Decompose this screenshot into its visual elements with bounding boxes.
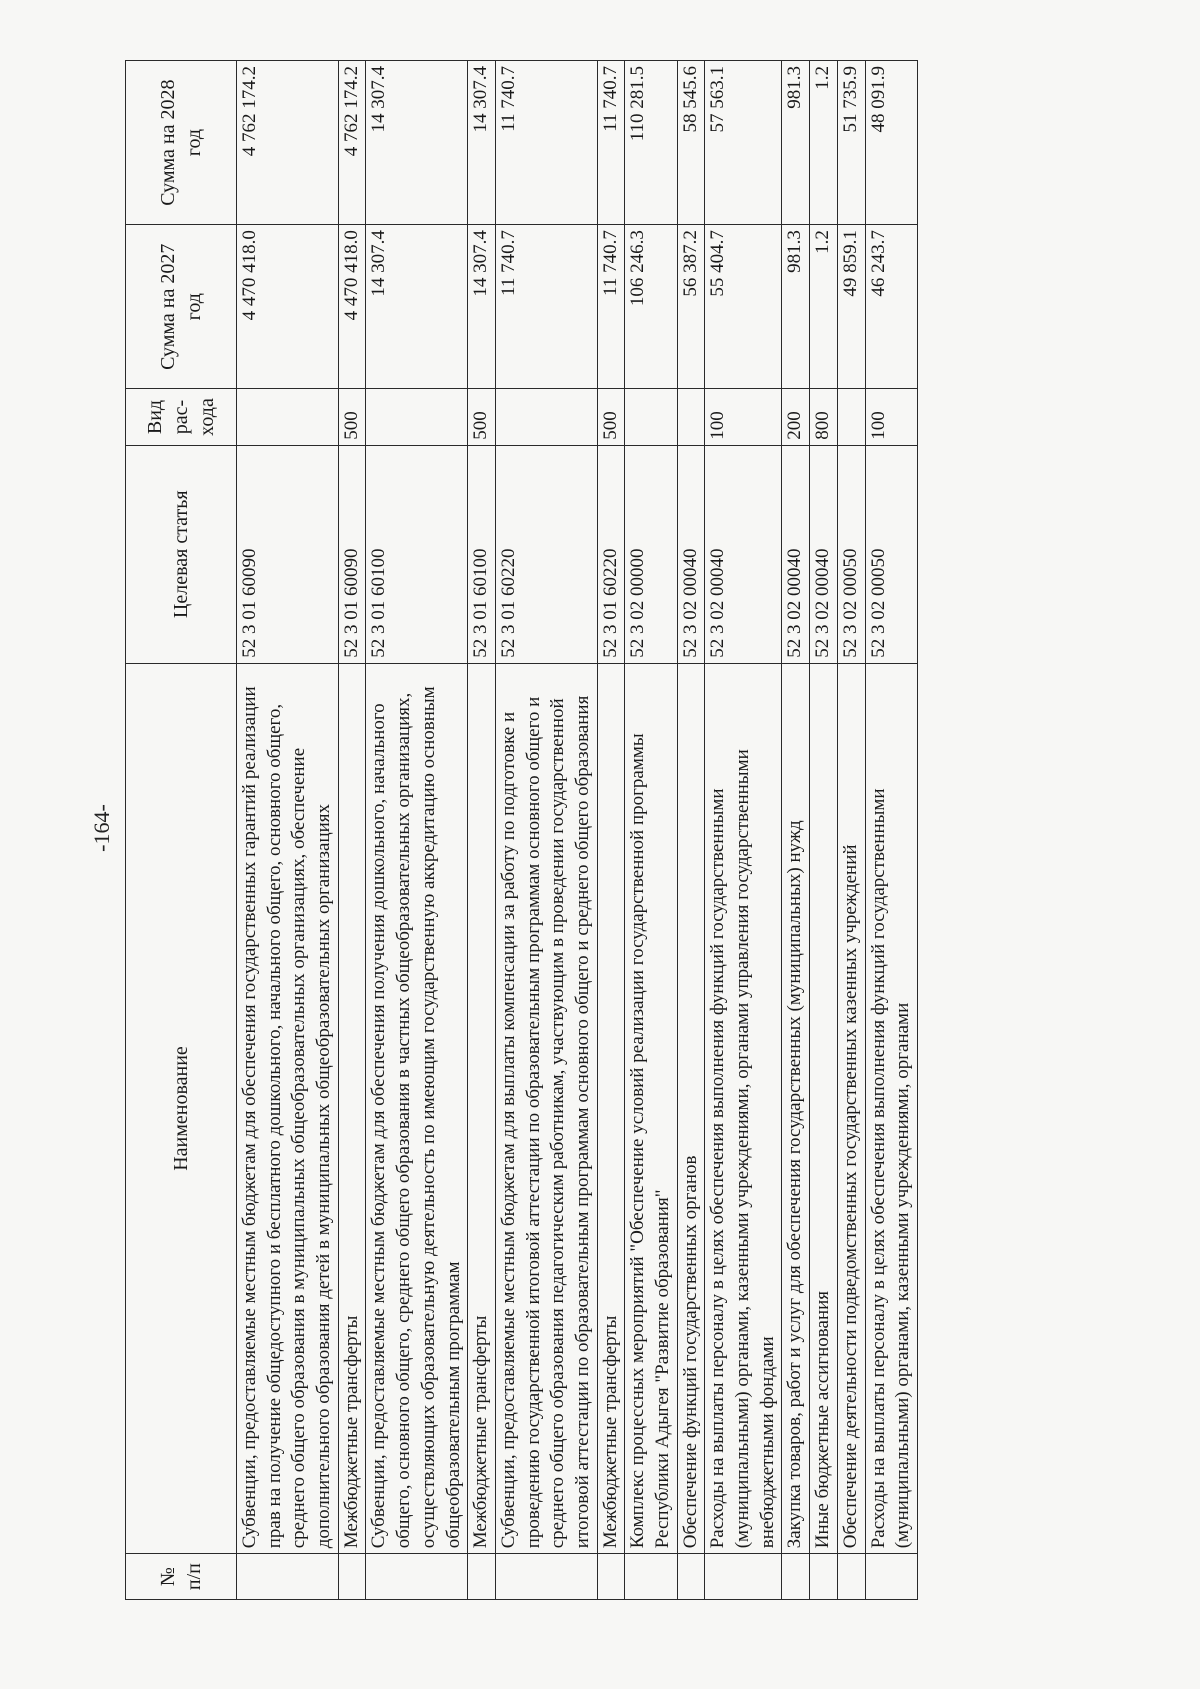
cell-sum-2027: 4 470 418.0 [237, 225, 339, 389]
cell-expense-kind: 800 [810, 389, 838, 446]
table-row [468, 61, 496, 1600]
cell-expense-kind: 500 [338, 389, 366, 446]
cell-expense-kind: 500 [597, 389, 625, 446]
cell-name: Закупка товаров, работ и услуг для обеспечения государственных (муниципальных) нужд [782, 663, 810, 1554]
cell-expense-kind [837, 389, 865, 446]
cell-num [782, 1554, 810, 1600]
header-num: № п/п [126, 1554, 237, 1600]
page-number: -164- [88, 804, 114, 852]
cell-target-code: 52 3 02 00040 [782, 445, 810, 663]
cell-sum-2028: 48 091.9 [865, 61, 917, 225]
cell-sum-2028: 1.2 [810, 61, 838, 225]
table-row [837, 61, 865, 1600]
cell-sum-2027: 981.3 [782, 225, 810, 389]
cell-expense-kind [625, 389, 677, 446]
cell-num [237, 1554, 339, 1600]
cell-sum-2028: 4 762 174.2 [338, 61, 366, 225]
cell-sum-2028: 11 740.7 [597, 61, 625, 225]
cell-expense-kind [366, 389, 468, 446]
cell-target-code: 52 3 01 60100 [468, 445, 496, 663]
cell-num [677, 1554, 705, 1600]
cell-expense-kind: 200 [782, 389, 810, 446]
cell-expense-kind [495, 389, 597, 446]
cell-sum-2028: 110 281.5 [625, 61, 677, 225]
cell-sum-2027: 4 470 418.0 [338, 225, 366, 389]
table-row [705, 61, 782, 1600]
cell-sum-2027: 106 246.3 [625, 225, 677, 389]
table-row [495, 61, 597, 1600]
cell-expense-kind [237, 389, 339, 446]
cell-target-code: 52 3 02 00050 [865, 445, 917, 663]
table-row [782, 61, 810, 1600]
table-row [597, 61, 625, 1600]
cell-sum-2028: 51 735.9 [837, 61, 865, 225]
cell-name: Обеспечение деятельности подведомственных государственных казенных учреждений [837, 663, 865, 1554]
cell-sum-2027: 11 740.7 [597, 225, 625, 389]
header-code: Целевая статья [126, 445, 237, 663]
cell-sum-2027: 14 307.4 [468, 225, 496, 389]
table-header-row [126, 61, 237, 1600]
cell-name: Субвенции, предоставляемые местным бюджетам для обеспечения государственных гарантий реализации прав на получение общедоступного и бесплатного дошкольного, начального общего, основного общего, среднего общего образования в муниципальных общеобразовательных организациях, обеспечение дополнительного образования детей в муниципальных общеобразовательных организациях [237, 663, 339, 1554]
cell-name: Иные бюджетные ассигнования [810, 663, 838, 1554]
cell-sum-2028: 981.3 [782, 61, 810, 225]
cell-name: Обеспечение функций государственных органов [677, 663, 705, 1554]
cell-name: Межбюджетные трансферты [468, 663, 496, 1554]
cell-sum-2027: 56 387.2 [677, 225, 705, 389]
cell-expense-kind: 100 [705, 389, 782, 446]
cell-expense-kind: 500 [468, 389, 496, 446]
table-row [366, 61, 468, 1600]
table-row [865, 61, 917, 1600]
table-row [810, 61, 838, 1600]
cell-target-code: 52 3 02 00000 [625, 445, 677, 663]
cell-sum-2028: 14 307.4 [366, 61, 468, 225]
cell-sum-2027: 11 740.7 [495, 225, 597, 389]
table-body [237, 61, 918, 1600]
table-row [237, 61, 339, 1600]
cell-sum-2027: 1.2 [810, 225, 838, 389]
cell-name: Субвенции, предоставляемые местным бюджетам для выплаты компенсации за работу по подготовке и проведению государственной итоговой аттестации по образовательным программам основного общего и среднего общего образования педагогическим работникам, участвующим в проведении государственной итоговой аттестации по образовательным программам основного общего и среднего общего образования [495, 663, 597, 1554]
cell-sum-2027: 55 404.7 [705, 225, 782, 389]
cell-sum-2028: 14 307.4 [468, 61, 496, 225]
cell-num [495, 1554, 597, 1600]
table-row [625, 61, 677, 1600]
cell-num [468, 1554, 496, 1600]
cell-target-code: 52 3 01 60220 [495, 445, 597, 663]
cell-target-code: 52 3 02 00050 [837, 445, 865, 663]
cell-target-code: 52 3 01 60090 [338, 445, 366, 663]
cell-target-code: 52 3 02 00040 [810, 445, 838, 663]
header-sum-2027: Сумма на 2027 год [126, 225, 237, 389]
cell-num [810, 1554, 838, 1600]
cell-sum-2027: 14 307.4 [366, 225, 468, 389]
cell-num [366, 1554, 468, 1600]
cell-num [597, 1554, 625, 1600]
cell-num [338, 1554, 366, 1600]
cell-sum-2028: 4 762 174.2 [237, 61, 339, 225]
cell-sum-2028: 11 740.7 [495, 61, 597, 225]
cell-num [837, 1554, 865, 1600]
cell-name: Расходы на выплаты персоналу в целях обеспечения выполнения функций государственными (муниципальными) органами, казенными учреждениями, органами управления государственными внебюджетными фондами [705, 663, 782, 1554]
table-row [338, 61, 366, 1600]
cell-sum-2028: 57 563.1 [705, 61, 782, 225]
header-name: Наименование [126, 663, 237, 1554]
cell-name: Комплекс процессных мероприятий "Обеспечение условий реализации государственной программы Республики Адыгея "Развитие образования" [625, 663, 677, 1554]
cell-name: Межбюджетные трансферты [338, 663, 366, 1554]
cell-target-code: 52 3 01 60220 [597, 445, 625, 663]
cell-sum-2028: 58 545.6 [677, 61, 705, 225]
cell-name: Субвенции, предоставляемые местным бюджетам для обеспечения получения дошкольного, начального общего, основного общего, среднего общего образования в частных общеобразовательных организациях, осуществляющих образовательную деятельность по имеющим государственную аккредитацию основным общеобразовательным программам [366, 663, 468, 1554]
budget-table [125, 60, 918, 1600]
cell-name: Межбюджетные трансферты [597, 663, 625, 1554]
cell-name: Расходы на выплаты персоналу в целях обеспечения выполнения функций государственными (муниципальными) органами, казенными учреждениями, органами [865, 663, 917, 1554]
cell-num [705, 1554, 782, 1600]
header-sum-2028: Сумма на 2028 год [126, 61, 237, 225]
cell-expense-kind [677, 389, 705, 446]
cell-target-code: 52 3 01 60090 [237, 445, 339, 663]
header-kind: Вид рас-хода [126, 389, 237, 446]
rotated-table-container [125, 60, 1100, 1600]
cell-num [625, 1554, 677, 1600]
cell-target-code: 52 3 02 00040 [677, 445, 705, 663]
cell-expense-kind: 100 [865, 389, 917, 446]
cell-sum-2027: 46 243.7 [865, 225, 917, 389]
cell-sum-2027: 49 859.1 [837, 225, 865, 389]
cell-num [865, 1554, 917, 1600]
cell-target-code: 52 3 02 00040 [705, 445, 782, 663]
cell-target-code: 52 3 01 60100 [366, 445, 468, 663]
table-row [677, 61, 705, 1600]
